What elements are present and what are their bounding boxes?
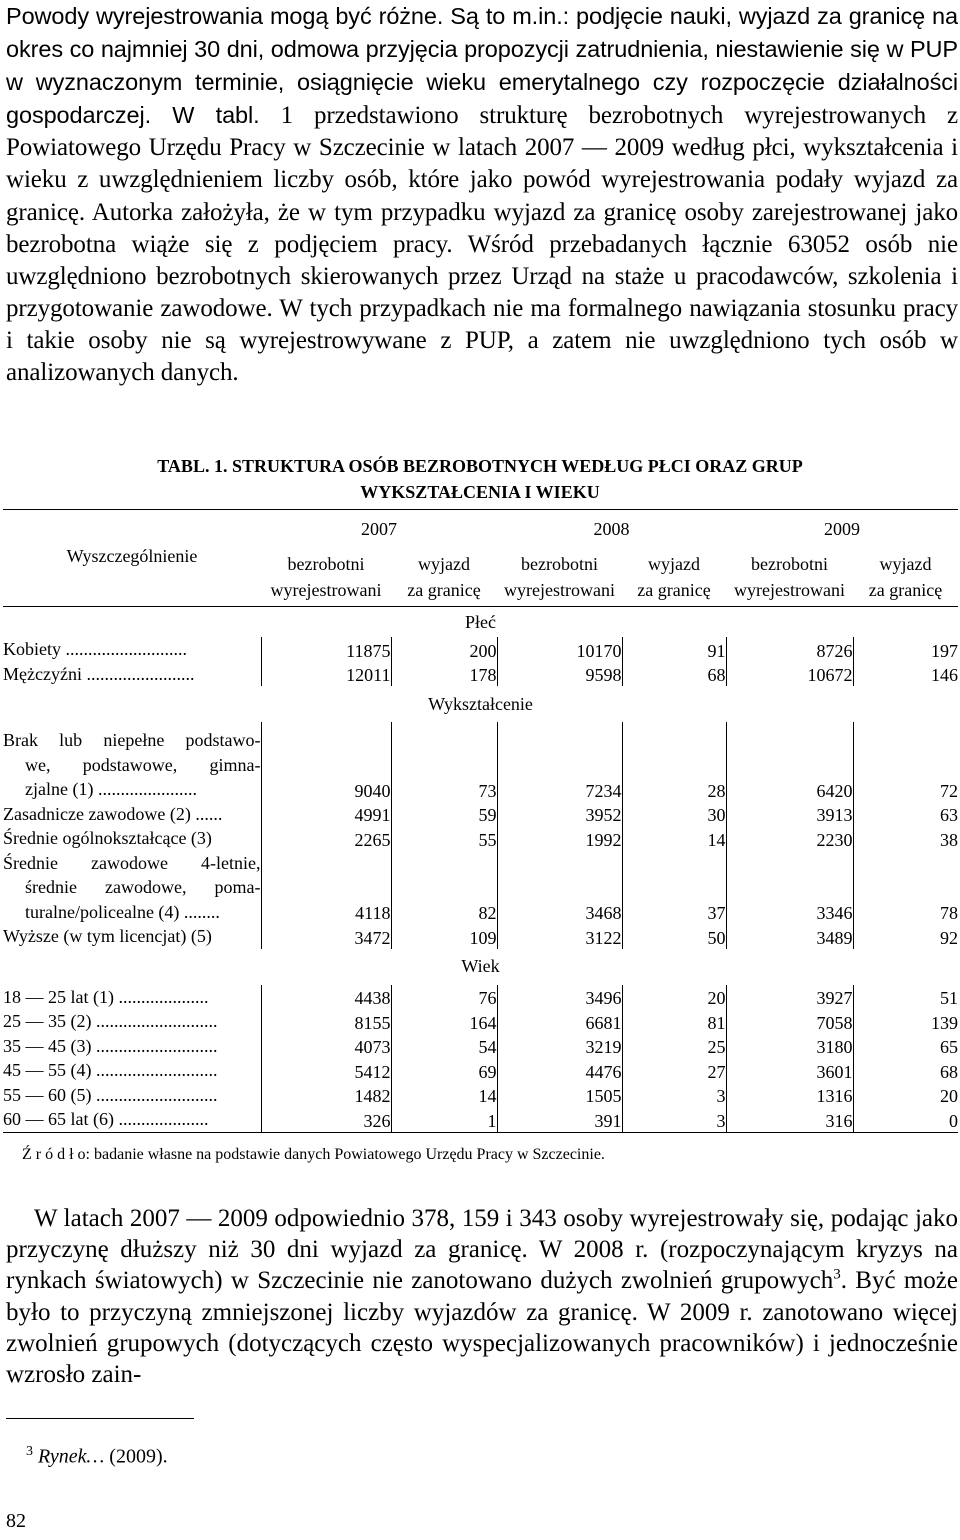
value-cell: 78 — [853, 851, 958, 925]
table-row — [3, 802, 958, 827]
table-row — [3, 637, 958, 662]
value-cell: 68 — [622, 662, 726, 687]
value-cell: 3219 — [497, 1034, 622, 1059]
subheader-text: za granicę — [868, 580, 943, 600]
row-label-line: Brak lub niepełne podstawo- — [3, 730, 261, 750]
value-cell: 1 — [391, 1107, 497, 1132]
value-cell: 4118 — [261, 851, 391, 925]
body-text-a: W latach 2007 — 2009 odpowiednio 378, 159 i 343 osoby wyrejestrowały się, podając jako przyczynę dłuższy niż 30 dni wyjazd za granicę. W 2008 r. (rozpoczynającym kryzys na rynkach światowych) w Szczecinie nie zanotowano dużych zwolnień grupowych — [6, 1205, 958, 1295]
value-cell: 164 — [391, 1009, 497, 1034]
subheader-text: bezrobotni — [521, 554, 598, 574]
row-label: 35 — 45 (3) ........................... — [3, 1035, 218, 1056]
value-cell: 391 — [497, 1107, 622, 1132]
value-cell: 3952 — [497, 802, 622, 827]
value-cell: 3122 — [497, 924, 622, 949]
value-cell: 37 — [622, 851, 726, 925]
row-label-line: zjalne (1) ...................... — [25, 779, 197, 799]
table-row — [3, 1009, 958, 1034]
table-source-note: Ź r ó d ł o: badanie własne na podstawie danych Powiatowego Urzędu Pracy w Szczecinie. — [22, 1146, 605, 1163]
table-row — [3, 851, 958, 925]
row-label-line: we, podstawowe, gimna- — [25, 754, 261, 775]
value-cell: 68 — [853, 1058, 958, 1083]
section-heading: Wiek — [461, 956, 500, 976]
value-cell: 25 — [622, 1034, 726, 1059]
section-row-age — [3, 949, 958, 985]
subheader-text: bezrobotni — [287, 554, 365, 574]
value-cell: 3472 — [261, 924, 391, 949]
value-cell: 316 — [726, 1107, 853, 1132]
value-cell: 9040 — [261, 728, 391, 802]
value-cell: 3927 — [726, 985, 853, 1010]
value-cell: 139 — [853, 1009, 958, 1034]
value-cell: 63 — [853, 802, 958, 827]
table-title-line1: TABL. 1. STRUKTURA OSÓB BEZROBOTNYCH WEDŁUG PŁCI ORAZ GRUP — [157, 456, 803, 476]
value-cell: 20 — [622, 985, 726, 1010]
section-heading: Wykształcenie — [428, 693, 533, 714]
table-row — [3, 826, 958, 851]
row-label-line: turalne/policealne (4) ........ — [25, 901, 220, 922]
intro-sentence-serif: 1 przedstawiono strukturę bezrobotnych wyrejestrowanych z Powiatowego Urzędu Pracy w Szczecinie w latach 2007 — 2009 według płci, wykształcenia i wieku z uwzględnieniem liczby osób, które jako powód wyrejestrowania podały wyjazd za granicę. Autorka założyła, że w tym przypadku wyjazd za granicę osoby zarejestrowanej jako bezrobotna wiąże się z podjęciem pracy. Wśród przebadanych łącznie 63052 osób nie uwzględniono bezrobotnych skierowanych przez Urząd na staże u pracodawców, szkolenia i przygotowanie zawodowe. W tych przypadkach nie ma formalnego nawiązania stosunku pracy i takie osoby nie są wyrejestrowywane z PUP, a zatem nie uwzględniono tych osób w analizowanych danych. — [6, 102, 959, 387]
footnote-title: Rynek… — [38, 1445, 105, 1468]
value-cell: 6420 — [726, 728, 853, 802]
subheader-text: za granicę — [637, 580, 711, 600]
subheader-unemployed-2007 — [261, 548, 391, 607]
row-label: 55 — 60 (5) ........................... — [3, 1084, 218, 1105]
subheader-text: za granicę — [407, 580, 481, 600]
unemployment-table — [3, 509, 958, 1133]
row-label: 60 — 65 lat (6) .................... — [3, 1107, 261, 1132]
table-row — [3, 1083, 958, 1108]
value-cell: 91 — [622, 637, 726, 662]
value-cell: 3913 — [726, 802, 853, 827]
row-label — [3, 728, 261, 802]
value-cell: 2265 — [261, 826, 391, 851]
value-cell: 4476 — [497, 1058, 622, 1083]
value-cell: 5412 — [261, 1058, 391, 1083]
subheader-text: wyrejestrowani — [734, 580, 845, 600]
subheader-text: bezrobotni — [751, 554, 828, 574]
subheader-text: wyrejestrowani — [504, 580, 615, 600]
value-cell: 109 — [391, 924, 497, 949]
value-cell: 0 — [853, 1107, 958, 1132]
value-cell: 51 — [853, 985, 958, 1010]
value-cell: 200 — [391, 637, 497, 662]
value-cell: 7234 — [497, 728, 622, 802]
footnote-number: 3 — [26, 1444, 33, 1459]
value-cell: 3180 — [726, 1034, 853, 1059]
section-heading: Płeć — [465, 611, 496, 632]
section-row-gender — [3, 607, 958, 638]
value-cell: 10672 — [726, 662, 853, 687]
row-label-line: średnie zawodowe, poma- — [25, 877, 261, 897]
value-cell: 146 — [853, 662, 958, 687]
value-cell: 7058 — [726, 1009, 853, 1034]
value-cell: 50 — [622, 924, 726, 949]
value-cell: 3468 — [497, 851, 622, 925]
table-row — [3, 1058, 958, 1083]
value-cell: 14 — [622, 826, 726, 851]
page-number: 82 — [6, 1510, 26, 1532]
value-cell: 3 — [622, 1083, 726, 1108]
value-cell: 11875 — [261, 637, 391, 662]
table-title — [0, 453, 960, 505]
header-row-years — [3, 510, 958, 549]
body-text-b: . Być może było to przyczyną zmniejszonej liczby wyjazdów za granicę. W 2009 r. zanotowano więcej zwolnień grupowych (dotyczących często wyspecjalizowanych pracowników) i jednocześnie wzrosło zain- — [6, 1267, 958, 1389]
table-row — [3, 728, 958, 802]
value-cell: 81 — [622, 1009, 726, 1034]
stub-header: Wyszczególnienie — [3, 510, 261, 607]
table-body — [3, 607, 958, 1133]
value-cell: 72 — [853, 728, 958, 802]
intro-paragraph — [6, 0, 958, 389]
footnote-reference: 3 — [833, 1267, 841, 1284]
value-cell: 28 — [622, 728, 726, 802]
intro-sentence-sans: Powody wyrejestrowania mogą być różne. Są to m.in.: podjęcie nauki, wyjazd za granicę na okres co najmniej 30 dni, odmowa przyjęcia propozycji zatrudnienia, niestawienie się w PUP w wyznaczonym terminie, osiągnięcie wieku emerytalnego czy rozpoczęcie działalności gospodarczej. W tabl. — [6, 3, 958, 129]
row-label: 45 — 55 (4) ........................... — [3, 1060, 218, 1080]
value-cell: 3496 — [497, 985, 622, 1010]
value-cell: 20 — [853, 1083, 958, 1108]
table-title-line2: WYKSZTAŁCENIA I WIEKU — [360, 482, 600, 502]
value-cell: 326 — [261, 1107, 391, 1132]
subheader-text: wyjazd — [879, 554, 932, 574]
value-cell: 1316 — [726, 1083, 853, 1108]
value-cell: 76 — [391, 985, 497, 1010]
value-cell: 65 — [853, 1034, 958, 1059]
year-2007: 2007 — [361, 518, 397, 539]
subheader-text: wyrejestrowani — [270, 580, 382, 600]
value-cell: 4991 — [261, 802, 391, 827]
value-cell: 92 — [853, 924, 958, 949]
footnote-divider — [6, 1418, 194, 1419]
subheader-abroad-2007 — [391, 548, 497, 607]
value-cell: 10170 — [497, 637, 622, 662]
value-cell: 12011 — [261, 662, 391, 687]
row-label: 18 — 25 lat (1) .................... — [3, 986, 209, 1007]
value-cell: 3 — [622, 1107, 726, 1132]
value-cell: 8726 — [726, 637, 853, 662]
table-row — [3, 924, 958, 949]
value-cell: 1482 — [261, 1083, 391, 1108]
value-cell: 59 — [391, 802, 497, 827]
row-label: Wyższe (w tym licencjat) (5) — [3, 926, 212, 946]
value-cell: 4073 — [261, 1034, 391, 1059]
row-label: Zasadnicze zawodowe (2) ...... — [3, 803, 223, 824]
value-cell: 54 — [391, 1034, 497, 1059]
footnote — [26, 1444, 168, 1469]
value-cell: 27 — [622, 1058, 726, 1083]
table-row — [3, 985, 958, 1010]
value-cell: 3489 — [726, 924, 853, 949]
subheader-text: wyjazd — [648, 554, 700, 574]
value-cell: 197 — [853, 637, 958, 662]
subheader-abroad-2008 — [622, 548, 726, 607]
value-cell: 14 — [391, 1083, 497, 1108]
row-label: Mężczyźni ........................ — [3, 663, 195, 684]
footnote-rest: (2009). — [104, 1445, 168, 1468]
year-2008: 2008 — [593, 518, 630, 539]
subheader-abroad-2009 — [853, 548, 958, 607]
value-cell: 38 — [853, 826, 958, 851]
value-cell: 9598 — [497, 662, 622, 687]
row-label: 25 — 35 (2) ........................... — [3, 1011, 218, 1031]
row-label-line: Średnie zawodowe 4-letnie, — [3, 852, 261, 873]
body-paragraph — [6, 1203, 958, 1390]
value-cell: 4438 — [261, 985, 391, 1010]
value-cell: 3601 — [726, 1058, 853, 1083]
value-cell: 2230 — [726, 826, 853, 851]
value-cell: 1992 — [497, 826, 622, 851]
value-cell: 178 — [391, 662, 497, 687]
value-cell: 30 — [622, 802, 726, 827]
value-cell: 73 — [391, 728, 497, 802]
year-2009: 2009 — [824, 518, 860, 539]
table-row — [3, 1107, 958, 1132]
row-label: Kobiety ........................... — [3, 639, 187, 659]
table-row — [3, 662, 958, 687]
table-row — [3, 1034, 958, 1059]
value-cell: 69 — [391, 1058, 497, 1083]
subheader-text: wyjazd — [418, 554, 470, 574]
subheader-unemployed-2009 — [726, 548, 853, 607]
value-cell: 1505 — [497, 1083, 622, 1108]
section-row-education — [3, 686, 958, 722]
subheader-unemployed-2008 — [497, 548, 622, 607]
value-cell: 6681 — [497, 1009, 622, 1034]
value-cell: 8155 — [261, 1009, 391, 1034]
row-label: Średnie ogólnokształcące (3) — [3, 828, 212, 848]
value-cell: 3346 — [726, 851, 853, 925]
row-label — [3, 851, 261, 925]
value-cell: 55 — [391, 826, 497, 851]
value-cell: 82 — [391, 851, 497, 925]
